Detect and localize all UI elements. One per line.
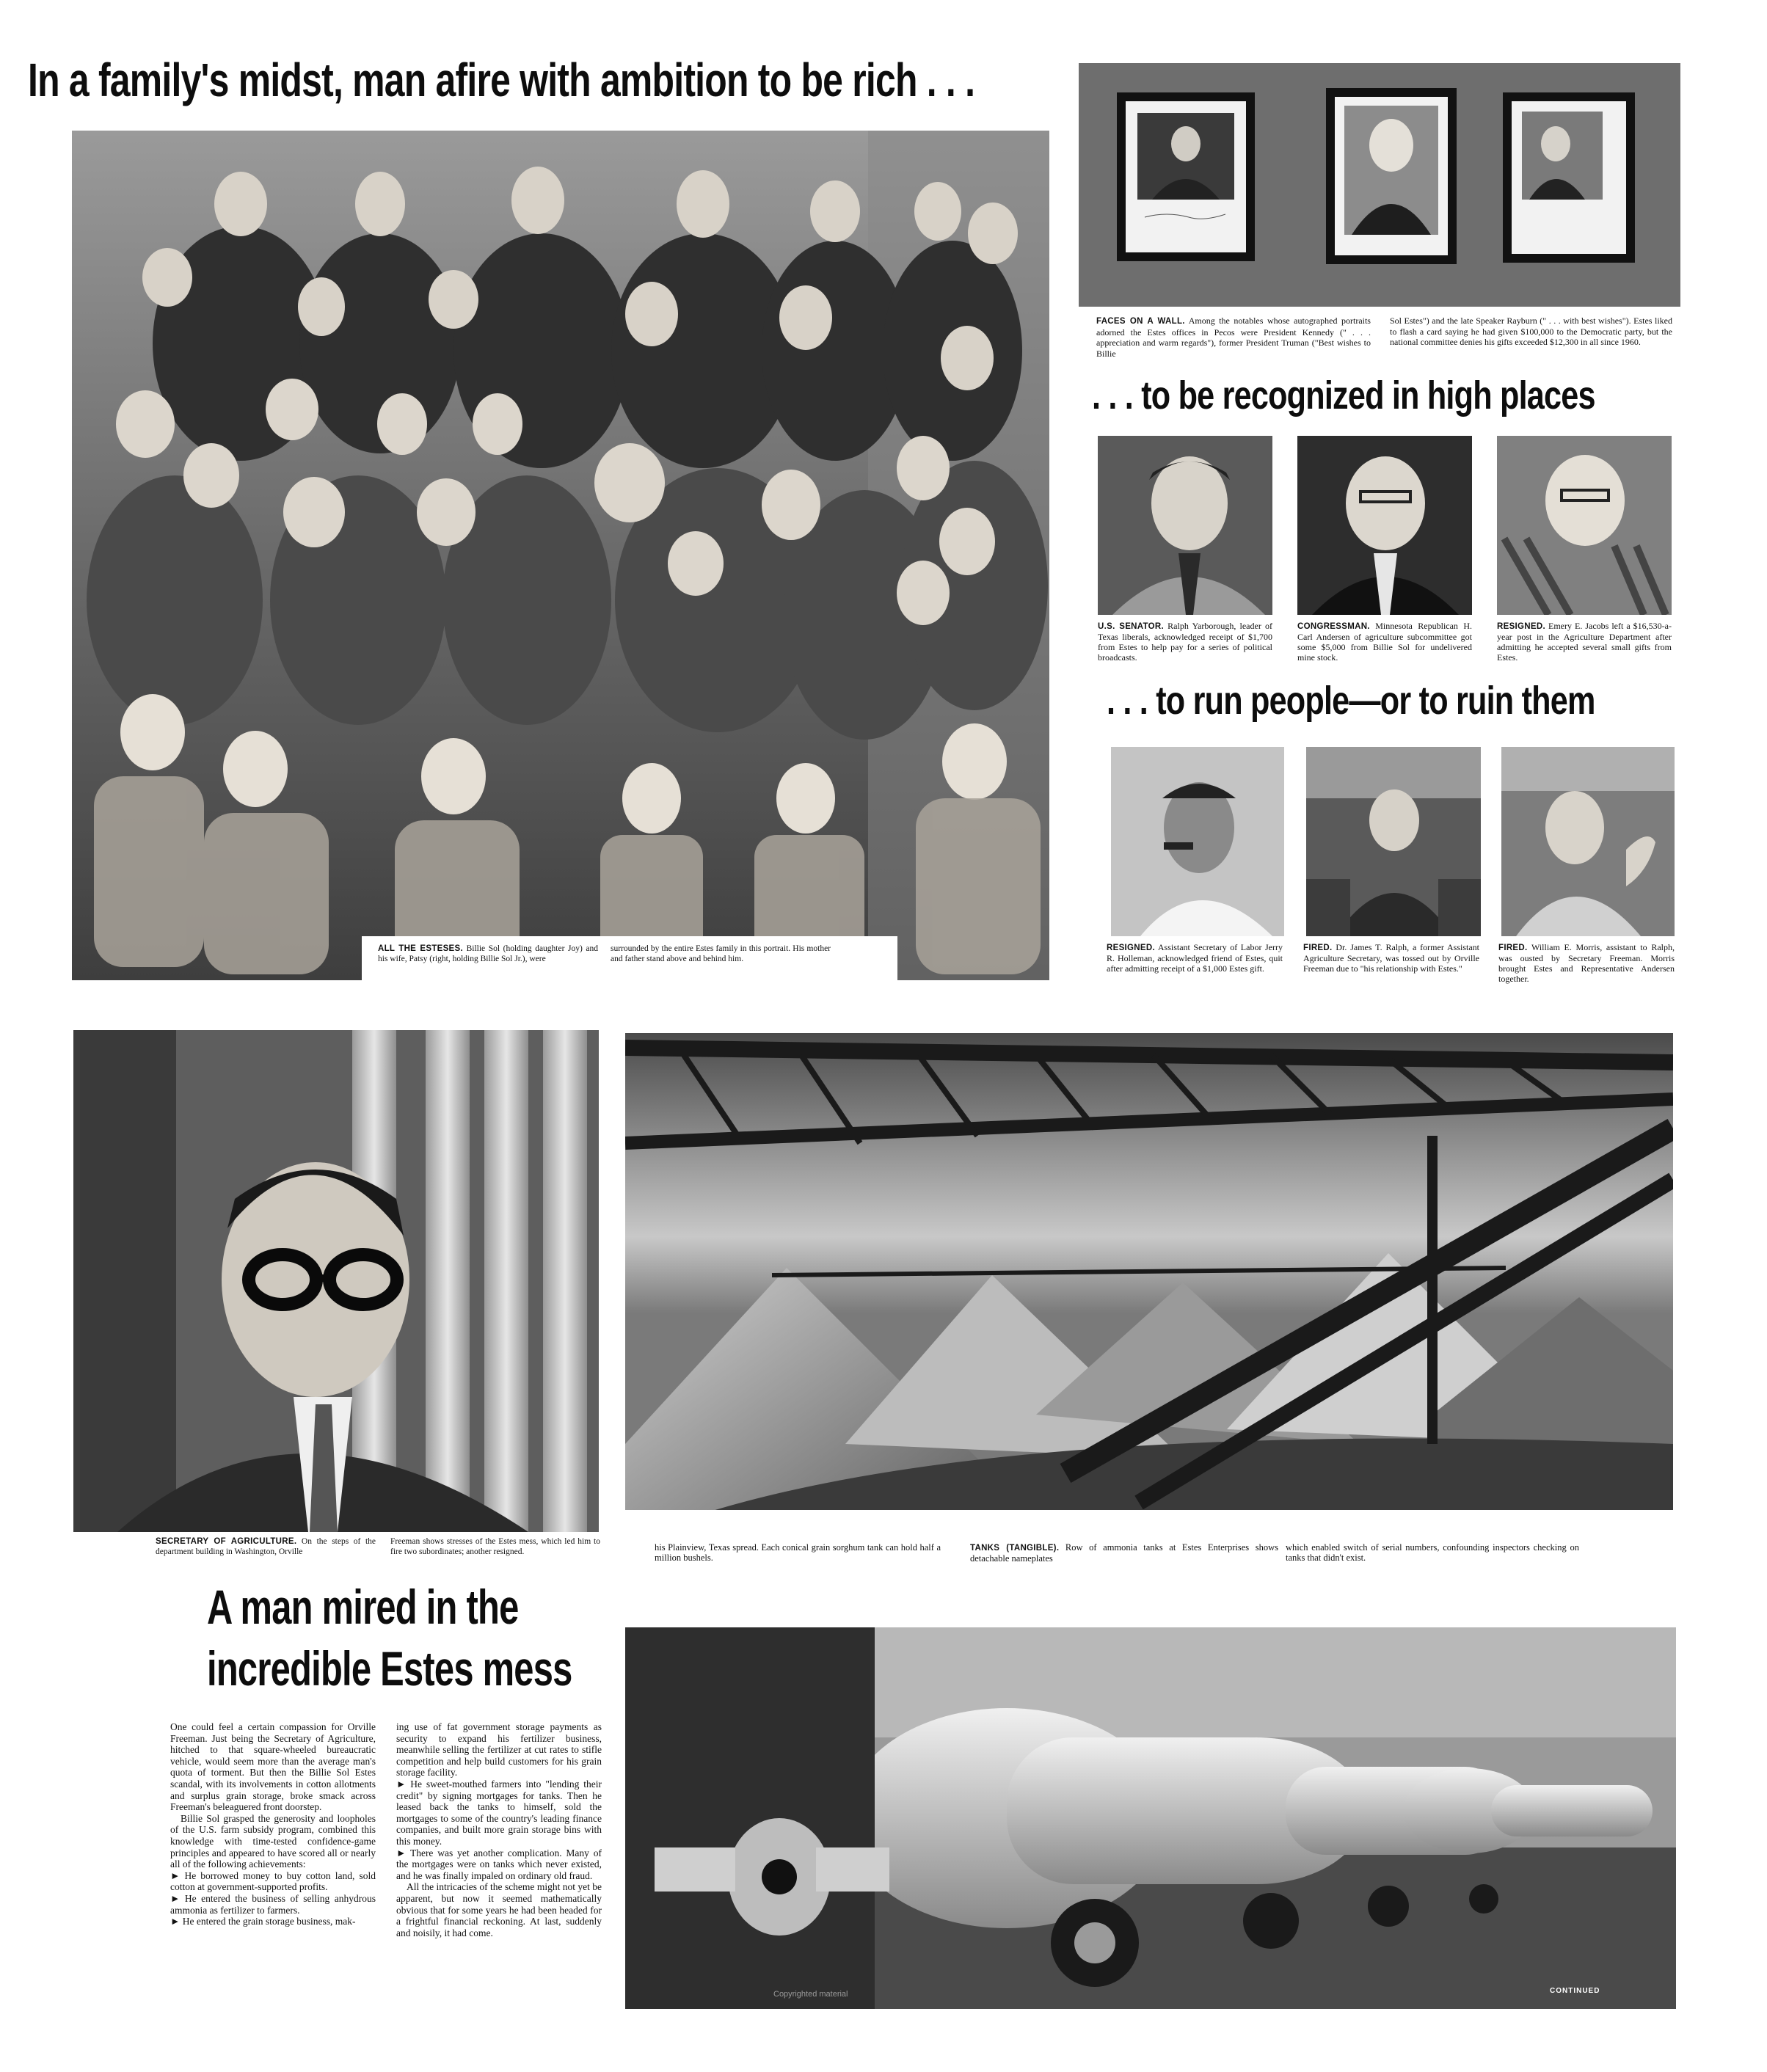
caption-ralph-lead: FIRED. <box>1303 944 1333 952</box>
caption-senator-text: Ralph Yarborough, leader of Texas liberals, acknowledged receipt of $1,700 from Estes to help pay for a series of political broadcasts. <box>1098 621 1272 663</box>
wall-caption-left <box>1096 315 1371 359</box>
photo-holleman <box>1111 747 1284 936</box>
article-column-1 <box>170 1721 376 1927</box>
wall-caption-right: Sol Estes") and the late Speaker Rayburn (" . . . with best wishes"). Estes liked to flash a card saying he had given $100,000 to the Democratic party, but the national committee denies his gifts exceeded $12,300 in all since 1960. <box>1390 315 1672 347</box>
family-caption-left-text: Billie Sol (holding daughter Joy) and his wife, Patsy (right, holding Billie Sol Jr.), were <box>378 944 599 963</box>
headline-rich: In a family's midst, man afire with ambition to be rich . . . <box>28 54 975 106</box>
caption-morris <box>1498 942 1675 984</box>
family-caption-left <box>378 944 598 964</box>
photo-ralph <box>1306 747 1481 936</box>
headline-main-1: A man mired in the <box>207 1580 519 1634</box>
tanks-caption-post: which enabled switch of serial numbers, confounding inspectors checking on tanks that didn't exist. <box>1286 1542 1579 1563</box>
caption-morris-text: William E. Morris, assistant to Ralph, was ousted by Secretary Freeman. Morris brought Estes and Representative Andersen together. <box>1498 942 1675 984</box>
family-caption-right: surrounded by the entire Estes family in this portrait. His mother and father stand above and behind him. <box>611 944 831 963</box>
photo-grain-tanks <box>625 1033 1673 1542</box>
caption-morris-lead: FIRED. <box>1498 944 1528 952</box>
wall-caption-lead: FACES ON A WALL. <box>1096 317 1185 326</box>
article-bullet: ► He entered the business of selling anhydrous ammonia as fertilizer to farmers. <box>170 1892 376 1916</box>
faces-on-wall-photo <box>1079 63 1680 307</box>
article-bullet: ► He sweet-mouthed farmers into "lending their credit" by signing mortgages for tanks. Then he leased back the tanks to himself, sold the mortgages to some of the country's leading finance companies, and built more grain storage bins with this money. <box>396 1778 602 1847</box>
caption-jacobs-lead: RESIGNED. <box>1497 622 1545 631</box>
caption-ralph <box>1303 942 1479 974</box>
caption-senator <box>1098 621 1272 663</box>
tanks-caption-lead: TANKS (TANGIBLE). <box>970 1544 1060 1553</box>
caption-ralph-text: Dr. James T. Ralph, a former Assistant Agriculture Secretary, was tossed out by Orville Freeman due to "his relationship with Estes." <box>1303 942 1480 974</box>
caption-holleman-lead: RESIGNED. <box>1107 944 1155 952</box>
photo-jacobs <box>1497 436 1672 615</box>
article-bullet: ► He borrowed money to buy cotton land, sold cotton at government-supported profits. <box>170 1869 376 1893</box>
caption-holleman <box>1107 942 1283 974</box>
wall-caption-left-text: Among the notables whose autographed portraits adorned the Estes offices in Pecos were President Kennedy (" . . . appreciation and warm regards"), former President Truman ("Best wishes to Billie <box>1096 315 1371 359</box>
headline-run-people: . . . to run people—or to ruin them <box>1107 679 1595 723</box>
caption-congressman <box>1297 621 1472 663</box>
secretary-caption-left <box>156 1536 376 1557</box>
caption-jacobs-text: Emery E. Jacobs left a $16,530-a-year post in the Agriculture Department after admitting he accepted several small gifts from Estes. <box>1497 621 1672 663</box>
headline-main-2: incredible Estes mess <box>207 1641 572 1696</box>
photo-secretary-freeman <box>73 1030 599 1532</box>
article-paragraph: One could feel a certain compassion for Orville Freeman. Just being the Secretary of Agriculture, hitched to that square-wheeled bureaucratic vehicle, would seem more than the average man's quota of torment. But then the Billie Sol Estes scandal, with its involvements in cotton allotments and surplus grain storage, broke smack across Freeman's beleaguered front doorstep. <box>170 1721 376 1813</box>
caption-jacobs <box>1497 621 1672 663</box>
article-bullet: ► He entered the grain storage business, mak- <box>170 1916 356 1927</box>
continued-label: CONTINUED <box>1550 1987 1600 1995</box>
copyright-watermark: Copyrighted material <box>773 1990 848 1999</box>
caption-congressman-lead: CONGRESSMAN. <box>1297 622 1370 631</box>
tanks-caption-pre: his Plainview, Texas spread. Each conical grain sorghum tank can hold half a million bushels. <box>655 1542 941 1563</box>
article-bullet: ► There was yet another complication. Many of the mortgages were on tanks which never existed, and he was finally impaled on ordinary old fraud. <box>396 1847 602 1881</box>
family-caption-lead: ALL THE ESTESES. <box>378 944 463 953</box>
photo-morris <box>1501 747 1675 936</box>
photo-senator <box>1098 436 1272 615</box>
family-portrait-photo <box>72 131 1049 980</box>
secretary-caption-left-text: On the steps of the department building in Washington, Orville <box>156 1537 376 1556</box>
secretary-caption-right: Freeman shows stresses of the Estes mess, which led him to fire two subordinates; another resigned. <box>390 1537 600 1556</box>
article-paragraph: ing use of fat government storage payments as security to expand his fertilizer business, meanwhile selling the fertilizer at cut rates to stifle competition and help build customers for his grain storage facility. <box>396 1721 602 1779</box>
article-column-2 <box>396 1721 602 1938</box>
photo-ammonia-tanks <box>625 1627 1676 2009</box>
secretary-caption-lead: SECRETARY OF AGRICULTURE. <box>156 1537 297 1546</box>
article-paragraph: All the intricacies of the scheme might not yet be apparent, but now it seemed mathematically obvious that for some years he had been headed for a frightful financial reckoning. At last, suddenly and noisily, it had come. <box>396 1881 602 1938</box>
headline-recognized: . . . to be recognized in high places <box>1092 373 1595 417</box>
tanks-caption-text: Row of ammonia tanks at Estes Enterprises shows detachable nameplates <box>970 1542 1278 1564</box>
article-paragraph: Billie Sol grasped the generosity and loopholes of the U.S. farm subsidy program, combined this knowledge with time-tested confidence-game principles and appeared to have scored all or nearly all of the following achievements: <box>170 1812 376 1870</box>
caption-holleman-text: Assistant Secretary of Labor Jerry R. Holleman, acknowledged friend of Estes, quit after admitting receipt of a $1,000 Estes gift. <box>1107 942 1283 974</box>
caption-senator-lead: U.S. SENATOR. <box>1098 622 1164 631</box>
tanks-caption-main <box>970 1542 1278 1564</box>
caption-congressman-text: Minnesota Republican H. Carl Andersen of agriculture subcommittee got some $5,000 from Billie Sol for undelivered mine stock. <box>1297 621 1472 663</box>
photo-congressman <box>1297 436 1472 615</box>
